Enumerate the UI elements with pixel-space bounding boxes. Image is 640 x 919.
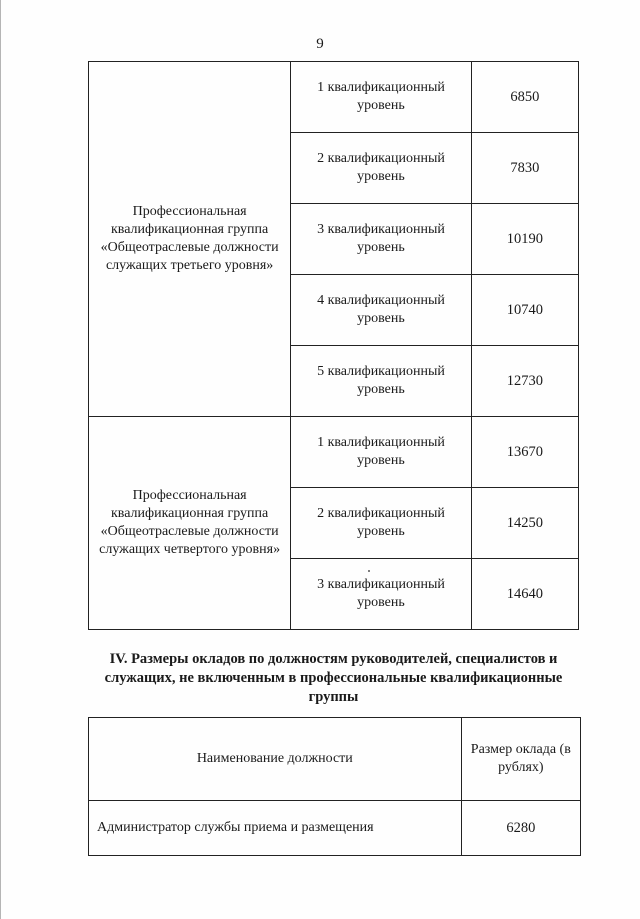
salary-value-cell: 14250 bbox=[471, 488, 578, 559]
salary-value-cell: 12730 bbox=[471, 346, 578, 417]
salary-value-cell: 14640 bbox=[471, 559, 578, 630]
salary-table bbox=[88, 61, 579, 630]
scan-margin-line bbox=[0, 0, 1, 919]
position-name-cell: Администратор службы приема и размещения bbox=[89, 801, 462, 856]
group-name-cell: Профессиональная квалификационная группа «Общеотраслевые должности служащих четвертого уровня» bbox=[89, 417, 291, 630]
table-row bbox=[89, 417, 579, 488]
level-cell: 3 квалификационный уровень bbox=[291, 559, 471, 630]
level-cell: 1 квалификационный уровень bbox=[291, 62, 471, 133]
table-row bbox=[89, 801, 581, 856]
level-cell: 2 квалификационный уровень bbox=[291, 133, 471, 204]
section-iv-title: IV. Размеры окладов по должностям руководителей, специалистов и служащих, не включенным в профессиональные квалификационные группы bbox=[104, 651, 563, 705]
salary-value-cell: 6850 bbox=[471, 62, 578, 133]
scan-dot bbox=[368, 570, 370, 572]
salary-size-header: Размер оклада (в рублях) bbox=[461, 718, 580, 801]
salary-value-cell: 10190 bbox=[471, 204, 578, 275]
level-cell: 3 квалификационный уровень bbox=[291, 204, 471, 275]
salary-value-cell: 6280 bbox=[461, 801, 580, 856]
page-number: 9 bbox=[316, 36, 324, 52]
level-cell: 4 квалификационный уровень bbox=[291, 275, 471, 346]
positions-table bbox=[88, 717, 581, 856]
table-row bbox=[89, 62, 579, 133]
salary-value-cell: 13670 bbox=[471, 417, 578, 488]
salary-value-cell: 7830 bbox=[471, 133, 578, 204]
level-cell: 1 квалификационный уровень bbox=[291, 417, 471, 488]
salary-value-cell: 10740 bbox=[471, 275, 578, 346]
position-name-header: Наименование должности bbox=[89, 718, 462, 801]
level-cell: 2 квалификационный уровень bbox=[291, 488, 471, 559]
group-name-cell: Профессиональная квалификационная группа «Общеотраслевые должности служащих третьего уровня» bbox=[89, 62, 291, 417]
level-cell: 5 квалификационный уровень bbox=[291, 346, 471, 417]
table-header-row bbox=[89, 718, 581, 801]
